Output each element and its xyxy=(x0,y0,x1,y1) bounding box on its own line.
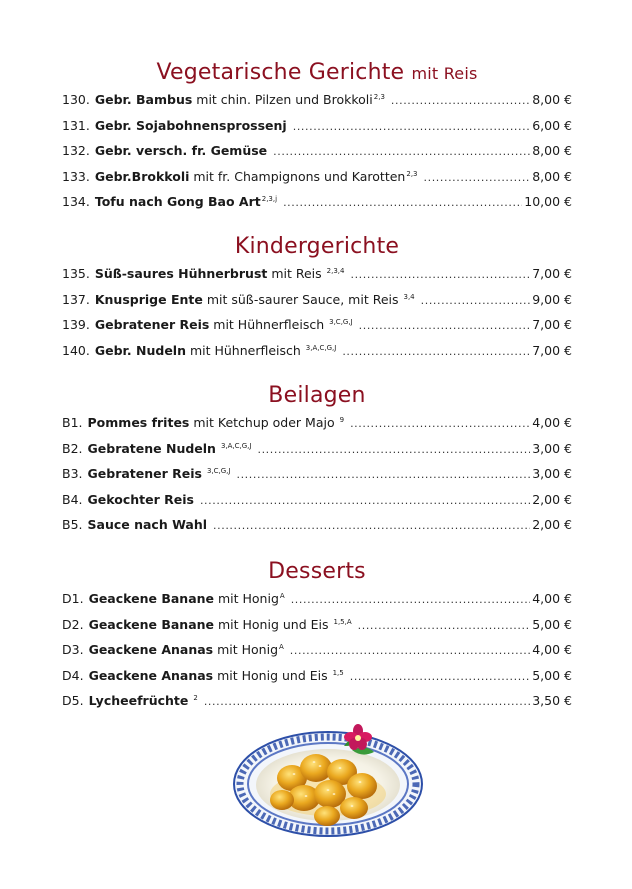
menu-item xyxy=(62,517,572,543)
item-description xyxy=(89,668,344,683)
allergen-codes: 3,A,C,G,J xyxy=(220,441,252,450)
section-vegetarian xyxy=(62,58,572,220)
item-number: B5. xyxy=(62,517,83,532)
item-detail: mit Honig xyxy=(214,591,279,606)
dot-leader xyxy=(213,519,530,532)
dot-leader xyxy=(350,670,531,683)
section-title xyxy=(62,58,572,88)
section-desserts xyxy=(62,557,572,719)
item-description xyxy=(88,441,252,456)
item-description xyxy=(89,642,284,657)
dot-leader xyxy=(204,695,530,708)
item-list xyxy=(62,415,572,543)
item-description xyxy=(89,617,352,632)
menu-item xyxy=(62,668,572,694)
item-name: Gekochter Reis xyxy=(87,491,194,507)
allergen-codes: 2,3,j xyxy=(261,195,278,203)
item-number: D1. xyxy=(62,591,84,606)
dot-leader xyxy=(350,268,530,281)
item-price: 3,00 € xyxy=(532,466,572,481)
item-price: 3,50 € xyxy=(532,693,572,708)
dot-leader xyxy=(200,494,530,507)
item-detail: mit Hühnerfleisch xyxy=(185,342,305,358)
dot-leader xyxy=(424,171,531,184)
item-description xyxy=(89,693,198,708)
allergen-codes: A xyxy=(279,643,284,651)
item-detail: mit Honig und Eis xyxy=(214,616,333,632)
item-price: 4,00 € xyxy=(532,415,572,430)
item-name: Gebratener Reis xyxy=(94,317,210,332)
item-detail: mit fr. Champignons und Karotten xyxy=(189,168,406,184)
allergen-codes: 2 xyxy=(193,694,198,702)
item-name: Geackene Banane xyxy=(88,591,215,606)
item-number: 132. xyxy=(62,143,90,158)
item-list xyxy=(62,92,572,220)
item-number: D3. xyxy=(62,642,84,657)
allergen-codes: 3,C,G,J xyxy=(329,318,353,326)
item-detail: mit süß-saurer Sauce, mit Reis xyxy=(202,291,403,307)
item-number: 133. xyxy=(62,168,90,184)
menu-item xyxy=(62,266,572,292)
item-price: 5,00 € xyxy=(532,616,572,632)
menu-item xyxy=(62,415,572,441)
item-price: 8,00 € xyxy=(532,143,572,158)
item-description xyxy=(88,492,194,507)
item-detail: mit Honig und Eis xyxy=(213,667,332,683)
section-title-text: Desserts xyxy=(268,559,366,584)
item-price: 4,00 € xyxy=(532,591,572,606)
item-number: B1. xyxy=(62,415,83,430)
menu-item xyxy=(62,194,572,220)
item-description xyxy=(95,292,415,307)
allergen-codes: 1,5 xyxy=(332,668,344,677)
allergen-codes: 2,3,4 xyxy=(326,267,345,275)
dessert-plate-photo xyxy=(232,716,424,840)
section-kids xyxy=(62,232,572,368)
menu-item xyxy=(62,169,572,195)
item-description xyxy=(95,169,418,184)
menu-item xyxy=(62,143,572,169)
item-list xyxy=(62,266,572,368)
item-price: 8,00 € xyxy=(532,168,572,184)
dot-leader xyxy=(290,644,530,657)
item-number: 140. xyxy=(62,342,90,358)
item-price: 9,00 € xyxy=(532,291,572,307)
menu-item xyxy=(62,642,572,668)
allergen-codes: 3,A,C,G,J xyxy=(305,343,337,352)
item-description xyxy=(88,415,345,430)
dot-leader xyxy=(391,94,530,107)
dot-leader xyxy=(273,145,530,158)
item-price: 3,00 € xyxy=(532,440,572,456)
allergen-codes: 2,3 xyxy=(373,93,385,101)
item-description xyxy=(88,517,208,532)
item-number: D2. xyxy=(62,616,84,632)
item-description xyxy=(95,194,277,209)
menu-item xyxy=(62,693,572,719)
item-name: Lycheefrüchte xyxy=(88,693,189,708)
item-price: 4,00 € xyxy=(532,642,572,657)
dot-leader xyxy=(291,593,531,606)
item-price: 6,00 € xyxy=(532,117,572,133)
item-number: 135. xyxy=(62,266,90,281)
item-name: Geackene Banane xyxy=(88,616,215,632)
dot-leader xyxy=(236,468,530,481)
item-name: Gebratene Nudeln xyxy=(87,440,216,456)
item-detail: mit Reis xyxy=(267,266,326,281)
dot-leader xyxy=(358,619,531,632)
item-price: 7,00 € xyxy=(532,342,572,358)
dot-leader xyxy=(293,120,531,133)
item-price: 7,00 € xyxy=(532,317,572,332)
allergen-codes: 9 xyxy=(339,416,345,424)
dot-leader xyxy=(342,345,530,358)
item-name: Gebr. Sojabohnensprossenj xyxy=(94,117,287,133)
item-name: Gebr. versch. fr. Gemüse xyxy=(94,143,268,158)
section-title-text: Vegetarische Gerichte xyxy=(156,60,405,85)
item-price: 2,00 € xyxy=(532,491,572,507)
item-price: 8,00 € xyxy=(532,92,572,107)
allergen-codes: 2,3 xyxy=(406,169,418,178)
item-name: Gebr. Bambus xyxy=(94,92,193,107)
item-description xyxy=(95,118,287,133)
item-number: 137. xyxy=(62,291,90,307)
menu-item xyxy=(62,292,572,318)
menu-item xyxy=(62,441,572,467)
item-detail: mit Honig xyxy=(213,642,278,657)
section-title xyxy=(62,557,572,587)
item-price: 10,00 € xyxy=(524,194,572,209)
item-number: B3. xyxy=(62,466,83,481)
menu-item xyxy=(62,343,572,369)
menu-item xyxy=(62,492,572,518)
dot-leader xyxy=(421,294,531,307)
menu-item xyxy=(62,317,572,343)
item-description xyxy=(89,591,285,606)
item-name: Sauce nach Wahl xyxy=(87,517,208,532)
menu-item xyxy=(62,591,572,617)
section-title-text: Beilagen xyxy=(268,383,366,408)
item-number: D5. xyxy=(62,693,84,708)
item-description xyxy=(95,143,267,158)
dot-leader xyxy=(257,443,530,456)
item-name: Pommes frites xyxy=(87,415,190,430)
item-description xyxy=(88,466,231,481)
allergen-codes: 3,C,G,J xyxy=(206,467,231,475)
item-description xyxy=(95,343,336,358)
item-name: Geackene Ananas xyxy=(88,667,214,683)
dot-leader xyxy=(350,417,530,430)
item-name: Geackene Ananas xyxy=(88,642,214,657)
section-title xyxy=(62,232,572,262)
menu-item xyxy=(62,466,572,492)
item-price: 5,00 € xyxy=(532,667,572,683)
menu-item xyxy=(62,617,572,643)
menu-item xyxy=(62,118,572,144)
item-price: 2,00 € xyxy=(532,517,572,532)
item-number: 130. xyxy=(62,92,90,107)
item-detail: mit Hühnerfleisch xyxy=(209,317,329,332)
section-title xyxy=(62,381,572,411)
menu-item xyxy=(62,92,572,118)
item-name: Knusprige Ente xyxy=(94,291,203,307)
item-description xyxy=(95,317,353,332)
section-sides xyxy=(62,381,572,543)
item-number: 131. xyxy=(62,117,90,133)
item-number: D4. xyxy=(62,667,84,683)
item-detail: mit chin. Pilzen und Brokkoli xyxy=(192,92,373,107)
item-list xyxy=(62,591,572,719)
item-detail: mit Ketchup oder Majo xyxy=(189,415,339,430)
allergen-codes: A xyxy=(279,592,285,600)
item-name: Süß-saures Hühnerbrust xyxy=(94,266,268,281)
section-title-suffix: mit Reis xyxy=(411,64,478,83)
dot-leader xyxy=(283,196,522,209)
item-number: 134. xyxy=(62,194,90,209)
item-number: 139. xyxy=(62,317,90,332)
item-description xyxy=(95,92,385,107)
item-name: Tofu nach Gong Bao Art xyxy=(94,194,261,209)
item-name: Gebr. Nudeln xyxy=(94,342,186,358)
allergen-codes: 3,4 xyxy=(403,292,415,301)
item-number: B4. xyxy=(62,491,83,507)
item-name: Gebratener Reis xyxy=(87,466,202,481)
allergen-codes: 1,5,A xyxy=(333,617,352,626)
item-number: B2. xyxy=(62,440,83,456)
item-description xyxy=(95,266,345,281)
dot-leader xyxy=(359,319,531,332)
item-price: 7,00 € xyxy=(532,266,572,281)
item-name: Gebr.Brokkoli xyxy=(94,168,190,184)
section-title-text: Kindergerichte xyxy=(234,234,400,259)
